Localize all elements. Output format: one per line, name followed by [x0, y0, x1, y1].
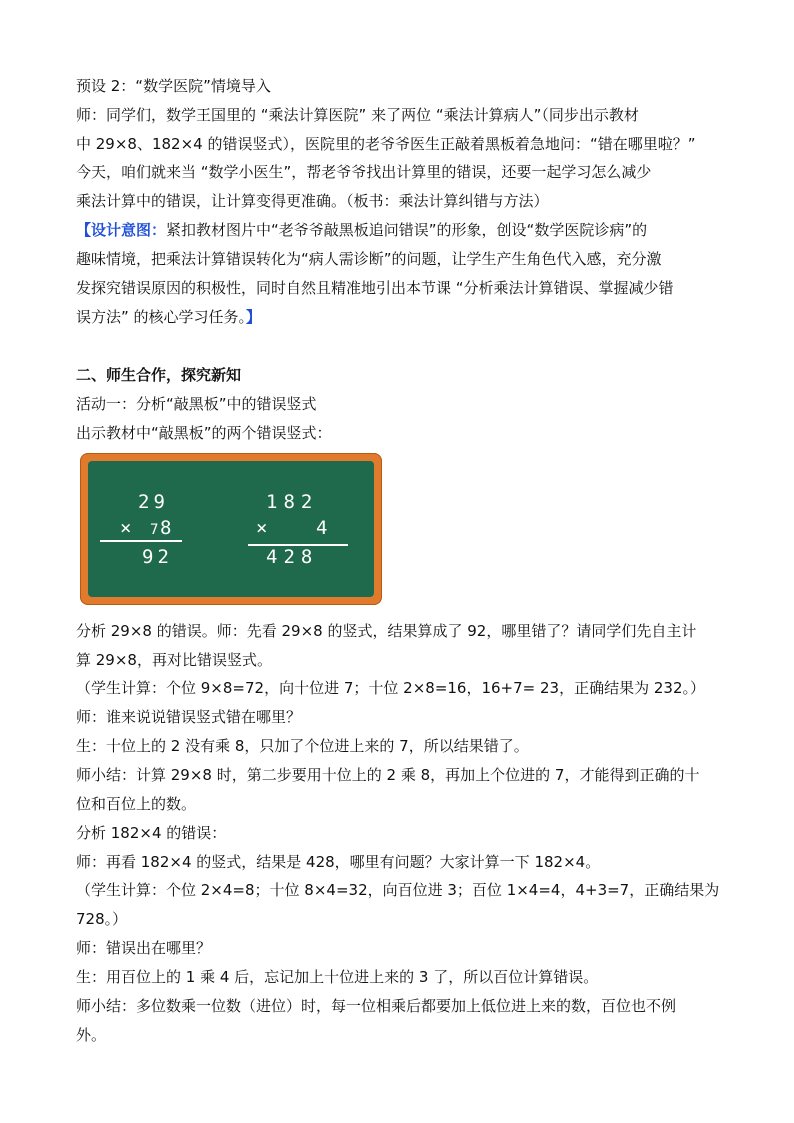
analysis-line: 师小结：计算 29×8 时，第二步要用十位上的 2 乘 8，再加上个位进的 7，才能得到正确的十	[76, 766, 700, 784]
analysis-line: 师小结：多位数乘一位数（进位）时，每一位相乘后都要加上低位进上来的数，百位也不例	[76, 997, 677, 1015]
analysis-line: 算 29×8，再对比错误竖式。	[76, 651, 272, 669]
design-intent-close: 】	[246, 308, 262, 326]
p2-top: 182	[266, 491, 319, 513]
analysis-line: 师：谁来说说错误竖式错在哪里？	[76, 708, 302, 726]
analysis-line: 外。	[76, 1026, 107, 1044]
analysis-line: 师：再看 182×4 的竖式，结果是 428，哪里有问题？大家计算一下 182×4。	[76, 853, 601, 871]
teacher-line: 乘法计算中的错误，让计算变得更准确。（板书：乘法计算纠错与方法）	[76, 192, 549, 210]
show-text: 出示教材中“敲黑板”的两个错误竖式：	[76, 424, 332, 442]
teacher-line: 今天，咱们就来当 “数学小医生”，帮老爷爷找出计算里的错误，还要一起学习怎么减少	[76, 163, 652, 181]
p1-multiplier: 8	[160, 517, 172, 539]
design-intent-text: 紧扣教材图片中“老爷爷敲黑板追问错误”的形象，创设“数学医院诊病”的	[166, 221, 648, 239]
analysis-line: （学生计算：个位 2×4=8；十位 8×4=32，向百位进 3；百位 1×4=4，4+3=7，正确结果为	[76, 881, 720, 899]
p2-multiplier: 4	[316, 517, 328, 539]
design-intent-text: 误方法” 的核心学习任务。	[76, 308, 247, 326]
design-intent-label: 【设计意图：	[76, 221, 167, 239]
analysis-line: 位和百位上的数。	[76, 795, 197, 813]
p1-carry: 7	[150, 522, 159, 538]
blackboard-image	[80, 453, 382, 605]
design-intent-line: 发探究错误原因的积极性，同时自然且精准地引出本节课 “分析乘法计算错误、掌握减少错	[76, 279, 674, 297]
p1-top: 29	[138, 491, 169, 513]
design-intent-line	[76, 307, 726, 327]
analysis-line: 728。）	[76, 910, 128, 928]
teacher-line: 师：同学们，数学王国里的 “乘法计算医院” 来了两位 “乘法计算病人”（同步出示教材	[76, 106, 639, 124]
p1-result: 92	[142, 546, 173, 568]
p1-op: ×	[120, 517, 132, 539]
section-heading: 二、师生合作，探究新知	[76, 366, 242, 384]
analysis-line: 师：错误出在哪里？	[76, 939, 212, 957]
p2-op: ×	[256, 517, 268, 539]
design-intent-line: 趣味情境，把乘法计算错误转化为“病人需诊断”的问题，让学生产生角色代入感，充分激	[76, 250, 662, 268]
analysis-line: 分析 182×4 的错误：	[76, 824, 227, 842]
preset-title: 预设 2：“数学医院”情境导入	[76, 77, 271, 95]
analysis-line: 生：十位上的 2 没有乘 8，只加了个位进上来的 7，所以结果错了。	[76, 737, 529, 755]
design-intent-line	[76, 220, 726, 240]
activity-title: 活动一：分析“敲黑板”中的错误竖式	[76, 395, 317, 413]
analysis-line: （学生计算：个位 9×8=72，向十位进 7；十位 2×8=16，16+7= 23，正确结果为 232。）	[76, 679, 705, 697]
teacher-line: 中 29×8、182×4 的错误竖式），医院里的老爷爷医生正敲着黑板着急地问：“错在哪里啦？”	[76, 135, 696, 153]
p2-result: 428	[266, 546, 319, 568]
blackboard-chalk	[80, 453, 382, 605]
analysis-line: 分析 29×8 的错误。师：先看 29×8 的竖式，结果算成了 92，哪里错了？请同学们先自主计	[76, 622, 697, 640]
analysis-line: 生：用百位上的 1 乘 4 后，忘记加上十位进上来的 3 了，所以百位计算错误。	[76, 968, 599, 986]
